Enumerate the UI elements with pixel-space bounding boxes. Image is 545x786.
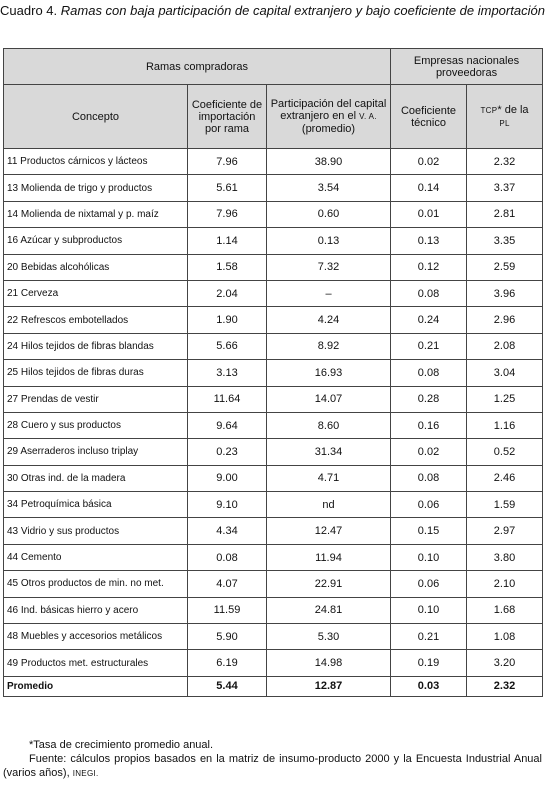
row-concept: 21 Cerveza bbox=[4, 280, 188, 306]
row-participation: 7.32 bbox=[267, 254, 391, 280]
source-text: Fuente: cálculos propios basados en la matriz de insumo-producto 2000 y la Encuesta Industrial Anual (varios años), bbox=[3, 753, 542, 779]
row-participation: 0.13 bbox=[267, 228, 391, 254]
row-coef-tecnico: 0.06 bbox=[391, 492, 467, 518]
row-coef-tecnico: 0.24 bbox=[391, 307, 467, 333]
caption-title: Ramas con baja participación de capital extranjero y bajo coeficiente de importación bbox=[60, 3, 545, 18]
header-tcp-abbr: TCP bbox=[480, 105, 498, 115]
row-coef-tecnico: 0.28 bbox=[391, 386, 467, 412]
row-participation: 0.60 bbox=[267, 201, 391, 227]
row-concept: 34 Petroquímica básica bbox=[4, 492, 188, 518]
row-coef-import: 9.00 bbox=[188, 465, 267, 491]
row-coef-import: 1.90 bbox=[188, 307, 267, 333]
row-tcp: 3.20 bbox=[467, 650, 543, 676]
row-tcp: 2.96 bbox=[467, 307, 543, 333]
row-participation: 8.60 bbox=[267, 412, 391, 438]
row-concept: 24 Hilos tejidos de fibras blandas bbox=[4, 333, 188, 359]
table-row bbox=[4, 228, 543, 254]
table-row bbox=[4, 571, 543, 597]
table-row bbox=[4, 412, 543, 438]
table-row bbox=[4, 307, 543, 333]
row-tcp: 1.08 bbox=[467, 624, 543, 650]
row-coef-import: 0.23 bbox=[188, 439, 267, 465]
header-participation-post: (promedio) bbox=[301, 123, 356, 135]
row-coef-tecnico: 0.16 bbox=[391, 412, 467, 438]
row-coef-tecnico: 0.08 bbox=[391, 465, 467, 491]
row-coef-tecnico: 0.02 bbox=[391, 439, 467, 465]
table-row bbox=[4, 386, 543, 412]
row-tcp: 1.16 bbox=[467, 412, 543, 438]
row-coef-import: 4.07 bbox=[188, 571, 267, 597]
row-concept: 29 Aserraderos incluso triplay bbox=[4, 439, 188, 465]
header-group-proveedoras: Empresas nacionales proveedoras bbox=[391, 49, 543, 85]
header-coef-import: Coeficiente de importación por rama bbox=[188, 85, 267, 149]
table-notes bbox=[3, 738, 542, 781]
row-participation: 3.54 bbox=[267, 175, 391, 201]
row-coef-import: 11.59 bbox=[188, 597, 267, 623]
row-coef-import: 4.34 bbox=[188, 518, 267, 544]
table-row bbox=[4, 149, 543, 175]
row-coef-tecnico: 0.10 bbox=[391, 597, 467, 623]
row-coef-import: 1.14 bbox=[188, 228, 267, 254]
row-concept: 28 Cuero y sus productos bbox=[4, 412, 188, 438]
row-participation: – bbox=[267, 280, 391, 306]
row-tcp: 2.59 bbox=[467, 254, 543, 280]
header-participation bbox=[267, 85, 391, 149]
row-tcp: 3.04 bbox=[467, 360, 543, 386]
row-coef-import: 5.61 bbox=[188, 175, 267, 201]
header-tcp bbox=[467, 85, 543, 149]
row-coef-tecnico: 0.06 bbox=[391, 571, 467, 597]
row-participation: 5.30 bbox=[267, 624, 391, 650]
row-concept: 22 Refrescos embotellados bbox=[4, 307, 188, 333]
table-row bbox=[4, 360, 543, 386]
row-coef-tecnico: 0.13 bbox=[391, 228, 467, 254]
row-coef-import: 11.64 bbox=[188, 386, 267, 412]
average-coef-tecnico: 0.03 bbox=[391, 676, 467, 696]
table-row bbox=[4, 175, 543, 201]
average-participation: 12.87 bbox=[267, 676, 391, 696]
row-participation: 14.98 bbox=[267, 650, 391, 676]
row-coef-import: 7.96 bbox=[188, 201, 267, 227]
row-concept: 20 Bebidas alcohólicas bbox=[4, 254, 188, 280]
row-concept: 44 Cemento bbox=[4, 544, 188, 570]
row-concept: 25 Hilos tejidos de fibras duras bbox=[4, 360, 188, 386]
row-tcp: 2.81 bbox=[467, 201, 543, 227]
table-row bbox=[4, 624, 543, 650]
average-tcp: 2.32 bbox=[467, 676, 543, 696]
row-participation: 4.24 bbox=[267, 307, 391, 333]
header-tcp-rest: * de la bbox=[497, 103, 529, 116]
row-tcp: 2.08 bbox=[467, 333, 543, 359]
row-coef-import: 1.58 bbox=[188, 254, 267, 280]
table-row bbox=[4, 439, 543, 465]
row-participation: 31.34 bbox=[267, 439, 391, 465]
row-coef-tecnico: 0.19 bbox=[391, 650, 467, 676]
data-table bbox=[3, 48, 543, 697]
average-concept: Promedio bbox=[4, 676, 188, 696]
table-row bbox=[4, 597, 543, 623]
header-participation-pre: Participación del capital extranjero en el bbox=[270, 98, 387, 122]
row-tcp: 1.59 bbox=[467, 492, 543, 518]
row-participation: 24.81 bbox=[267, 597, 391, 623]
row-concept: 11 Productos cárnicos y lácteos bbox=[4, 149, 188, 175]
row-coef-tecnico: 0.08 bbox=[391, 360, 467, 386]
table-row bbox=[4, 333, 543, 359]
row-coef-tecnico: 0.21 bbox=[391, 333, 467, 359]
row-tcp: 3.96 bbox=[467, 280, 543, 306]
row-participation: nd bbox=[267, 492, 391, 518]
row-coef-tecnico: 0.02 bbox=[391, 149, 467, 175]
row-concept: 45 Otros productos de min. no met. bbox=[4, 571, 188, 597]
row-coef-import: 6.19 bbox=[188, 650, 267, 676]
row-concept: 43 Vidrio y sus productos bbox=[4, 518, 188, 544]
table-row bbox=[4, 201, 543, 227]
caption-label: Cuadro 4. bbox=[0, 3, 58, 18]
row-participation: 22.91 bbox=[267, 571, 391, 597]
row-tcp: 1.68 bbox=[467, 597, 543, 623]
row-coef-tecnico: 0.01 bbox=[391, 201, 467, 227]
header-participation-va: V. A. bbox=[359, 112, 377, 121]
row-participation: 8.92 bbox=[267, 333, 391, 359]
row-tcp: 2.46 bbox=[467, 465, 543, 491]
row-coef-tecnico: 0.08 bbox=[391, 280, 467, 306]
table-row bbox=[4, 254, 543, 280]
row-participation: 4.71 bbox=[267, 465, 391, 491]
table-row bbox=[4, 280, 543, 306]
row-coef-import: 5.90 bbox=[188, 624, 267, 650]
source-note bbox=[3, 752, 542, 781]
table-row bbox=[4, 518, 543, 544]
row-tcp: 2.32 bbox=[467, 149, 543, 175]
row-coef-import: 3.13 bbox=[188, 360, 267, 386]
row-coef-tecnico: 0.10 bbox=[391, 544, 467, 570]
row-tcp: 2.10 bbox=[467, 571, 543, 597]
footnote: *Tasa de crecimiento promedio anual. bbox=[29, 739, 214, 751]
row-coef-import: 2.04 bbox=[188, 280, 267, 306]
row-participation: 38.90 bbox=[267, 149, 391, 175]
row-concept: 14 Molienda de nixtamal y p. maíz bbox=[4, 201, 188, 227]
row-participation: 12.47 bbox=[267, 518, 391, 544]
row-concept: 13 Molienda de trigo y productos bbox=[4, 175, 188, 201]
row-tcp: 3.80 bbox=[467, 544, 543, 570]
header-group-compradoras: Ramas compradoras bbox=[4, 49, 391, 85]
row-concept: 46 Ind. básicas hierro y acero bbox=[4, 597, 188, 623]
row-coef-import: 9.10 bbox=[188, 492, 267, 518]
row-participation: 11.94 bbox=[267, 544, 391, 570]
row-coef-tecnico: 0.14 bbox=[391, 175, 467, 201]
row-concept: 16 Azúcar y subproductos bbox=[4, 228, 188, 254]
row-coef-import: 9.64 bbox=[188, 412, 267, 438]
table-caption bbox=[0, 2, 545, 20]
average-coef-import: 5.44 bbox=[188, 676, 267, 696]
row-concept: 27 Prendas de vestir bbox=[4, 386, 188, 412]
row-concept: 49 Productos met. estructurales bbox=[4, 650, 188, 676]
row-tcp: 3.37 bbox=[467, 175, 543, 201]
row-tcp: 0.52 bbox=[467, 439, 543, 465]
row-participation: 16.93 bbox=[267, 360, 391, 386]
row-tcp: 3.35 bbox=[467, 228, 543, 254]
row-coef-tecnico: 0.21 bbox=[391, 624, 467, 650]
average-row bbox=[4, 676, 543, 696]
table-row bbox=[4, 544, 543, 570]
row-tcp: 1.25 bbox=[467, 386, 543, 412]
row-coef-tecnico: 0.12 bbox=[391, 254, 467, 280]
row-concept: 48 Muebles y accesorios metálicos bbox=[4, 624, 188, 650]
table-row bbox=[4, 492, 543, 518]
row-concept: 30 Otras ind. de la madera bbox=[4, 465, 188, 491]
row-coef-import: 7.96 bbox=[188, 149, 267, 175]
header-tcp-pl: PL bbox=[499, 118, 510, 128]
row-coef-import: 5.66 bbox=[188, 333, 267, 359]
table-row bbox=[4, 465, 543, 491]
table-row bbox=[4, 650, 543, 676]
source-inegi: INEGI. bbox=[72, 769, 99, 778]
row-participation: 14.07 bbox=[267, 386, 391, 412]
row-coef-tecnico: 0.15 bbox=[391, 518, 467, 544]
header-coef-tecnico: Coeficiente técnico bbox=[391, 85, 467, 149]
table-body bbox=[4, 149, 543, 697]
row-tcp: 2.97 bbox=[467, 518, 543, 544]
row-coef-import: 0.08 bbox=[188, 544, 267, 570]
header-concept: Concepto bbox=[4, 85, 188, 149]
